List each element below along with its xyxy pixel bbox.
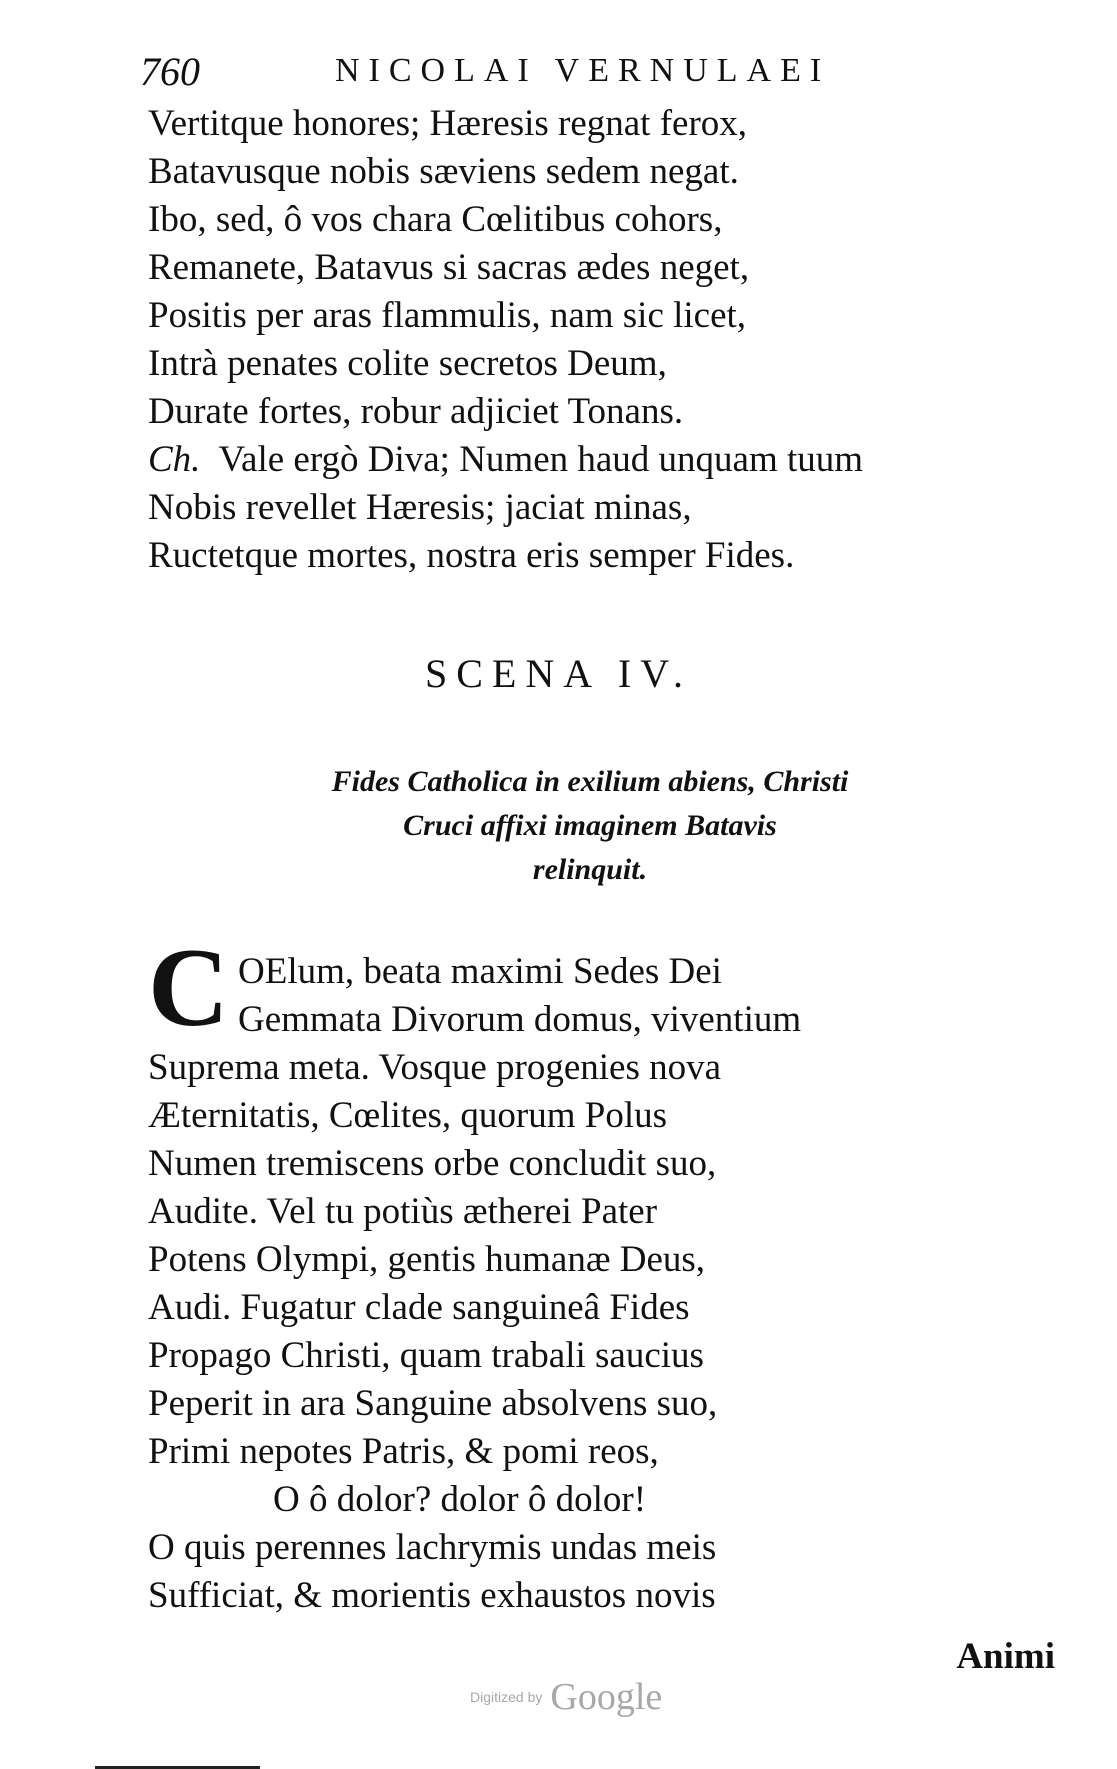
verse-block-bottom <box>148 948 801 1620</box>
argument-line: Cruci affixi imaginem Batavis <box>403 809 777 842</box>
page-header <box>140 48 920 98</box>
watermark-prefix: Digitized by <box>470 1689 543 1705</box>
argument-line: Fides Catholica in exilium abiens, Christi <box>331 765 849 798</box>
page-number: 760 <box>140 49 200 94</box>
speaker-label: Ch. <box>148 439 201 480</box>
verse-line: Numen tremiscens orbe concludit suo, <box>148 1143 717 1184</box>
catchword: Animi <box>956 1636 1055 1677</box>
verse-line: Ructetque mortes, nostra eris semper Fides. <box>148 535 795 576</box>
verse-line: Batavusque nobis sæviens sedem negat. <box>148 151 739 192</box>
argument-line: relinquit. <box>532 853 648 886</box>
verse-line: O quis perennes lachrymis undas meis <box>148 1527 717 1568</box>
google-logo: Google <box>550 1676 663 1718</box>
verse-line: Remanete, Batavus si sacras ædes neget, <box>148 247 750 288</box>
drop-cap: C <box>148 926 229 1050</box>
verse-line: Nobis revellet Hæresis; jaciat minas, <box>148 487 692 528</box>
verse-line: Peperit in ara Sanguine absolvens suo, <box>148 1383 718 1424</box>
verse-line: Primi nepotes Patris, & pomi reos, <box>148 1431 659 1472</box>
verse-line: Ibo, sed, ô vos chara Cœlitibus cohors, <box>148 199 723 240</box>
verse-line: Positis per aras flammulis, nam sic licet, <box>148 295 747 336</box>
verse-line: Durate fortes, robur adjiciet Tonans. <box>148 391 684 432</box>
digitized-watermark <box>470 1675 662 1719</box>
verse-line: Intrà penates colite secretos Deum, <box>148 343 667 384</box>
verse-line: Audi. Fugatur clade sanguineâ Fides <box>148 1287 690 1328</box>
verse-line: Suprema meta. Vosque progenies nova <box>148 1047 722 1088</box>
running-head: NICOLAI VERNULAEI <box>335 52 831 89</box>
verse-line: Vertitque honores; Hæresis regnat ferox, <box>148 103 748 144</box>
verse-block-top <box>148 100 863 580</box>
verse-line: Propago Christi, quam trabali saucius <box>148 1335 704 1376</box>
scene-argument <box>220 760 960 892</box>
verse-line: Ch. Vale ergò Diva; Numen haud unquam tuum <box>148 439 864 480</box>
verse-line: Potens Olympi, gentis humanæ Deus, <box>148 1239 706 1280</box>
verse-line: Audite. Vel tu potiùs ætherei Pater <box>148 1191 658 1232</box>
verse-line: OElum, beata maximi Sedes Dei <box>238 951 722 992</box>
verse-line: Æternitatis, Cœlites, quorum Polus <box>148 1095 668 1136</box>
scene-title: SCENA IV. <box>425 651 692 696</box>
verse-line: Gemmata Divorum domus, viventium <box>238 999 802 1040</box>
verse-line: O ô dolor? dolor ô dolor! <box>273 1479 647 1520</box>
verse-line: Sufficiat, & morientis exhaustos novis <box>148 1575 716 1616</box>
